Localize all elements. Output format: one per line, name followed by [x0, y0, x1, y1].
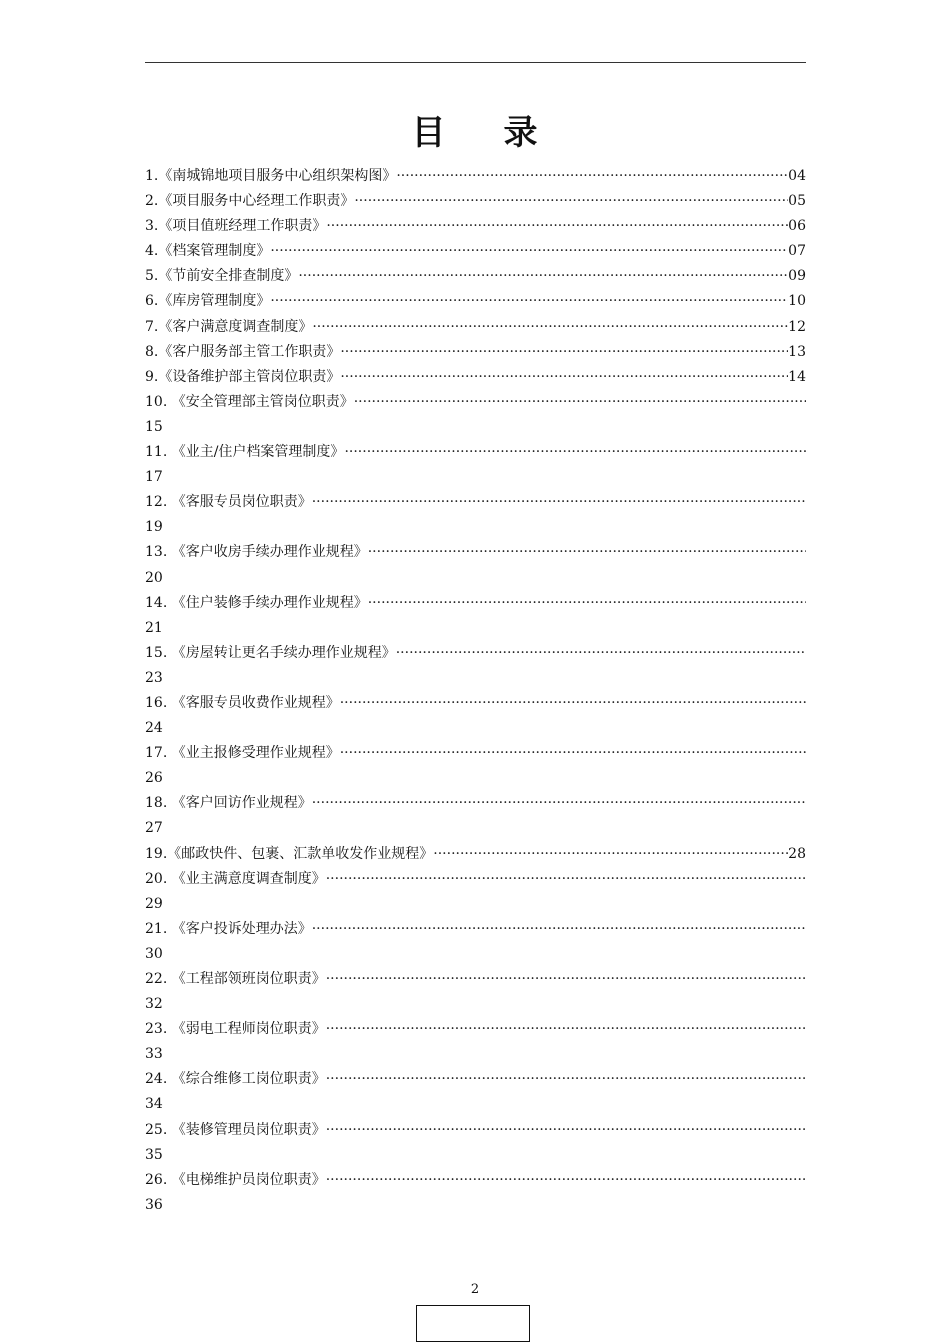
toc-entry-number: 21.	[145, 920, 172, 937]
toc-entry-number: 10.	[145, 393, 172, 410]
toc-entry-page: 17	[145, 469, 163, 486]
toc-entry-page: 29	[145, 895, 163, 912]
toc-entry-number: 9.	[145, 368, 159, 385]
dot-leader	[270, 239, 788, 264]
toc-entry-page: 34	[145, 1096, 163, 1113]
toc-entry-number: 5.	[145, 268, 159, 285]
toc-entry-title: 《综合维修工岗位职责》	[171, 1071, 326, 1088]
toc-entry-16[interactable]	[145, 691, 806, 741]
toc-entry-title: 《项目值班经理工作职责》	[158, 218, 327, 235]
toc-entry-page: 13	[788, 343, 806, 360]
toc-entry-17[interactable]	[145, 741, 806, 791]
toc-entry-page: 15	[145, 418, 163, 435]
toc-entry-page: 35	[145, 1146, 163, 1163]
toc-entry-title: 《客户收房手续办理作业规程》	[171, 544, 368, 561]
toc-entry-8[interactable]	[145, 340, 806, 365]
toc-entry-page: 07	[788, 243, 806, 260]
toc-entry-page: 23	[145, 669, 163, 686]
toc-entry-page: 20	[145, 569, 163, 586]
dot-leader	[368, 540, 806, 565]
toc-entry-title: 《电梯维护员岗位职责》	[171, 1171, 326, 1188]
dot-leader	[340, 340, 788, 365]
dot-leader	[326, 1118, 806, 1143]
toc-entry-page: 06	[788, 218, 806, 235]
toc-entry-number: 16.	[145, 694, 172, 711]
toc-entry-title: 《邮政快件、包裹、汇款单收发作业规程》	[167, 845, 434, 862]
dot-leader	[298, 264, 788, 289]
dot-leader	[354, 189, 788, 214]
toc-entry-14[interactable]	[145, 591, 806, 641]
dot-leader	[396, 164, 788, 189]
toc-entry-number: 8.	[145, 343, 159, 360]
toc-entry-number: 12.	[145, 494, 172, 511]
toc-entry-12[interactable]	[145, 490, 806, 540]
toc-entry-title: 《房屋转让更名手续办理作业规程》	[171, 644, 396, 661]
toc-entry-title: 《安全管理部主管岗位职责》	[171, 393, 354, 410]
toc-entry-23[interactable]	[145, 1017, 806, 1067]
title-char-2: 录	[503, 113, 540, 153]
dot-leader	[340, 741, 806, 766]
dot-leader	[354, 390, 806, 415]
toc-entry-number: 13.	[145, 544, 172, 561]
dot-leader	[368, 591, 806, 616]
page-number: 2	[470, 1282, 480, 1297]
toc-entry-title: 《客户回访作业规程》	[171, 795, 312, 812]
toc-entry-page: 32	[145, 996, 163, 1013]
dot-leader	[340, 365, 788, 390]
toc-entry-number: 2.	[145, 193, 159, 210]
toc-entry-number: 11.	[145, 444, 172, 461]
toc-entry-title: 《客服专员收费作业规程》	[171, 694, 340, 711]
dot-leader	[326, 1168, 806, 1193]
toc-entry-title: 《弱电工程师岗位职责》	[171, 1021, 326, 1038]
dot-leader	[312, 490, 806, 515]
dot-leader	[326, 967, 806, 992]
toc-entry-title: 《业主/住户档案管理制度》	[171, 444, 345, 461]
toc-entry-page: 05	[788, 193, 806, 210]
toc-entry-number: 1.	[145, 168, 159, 184]
toc-entry-number: 25.	[145, 1121, 172, 1138]
toc-entry-page: 19	[145, 519, 163, 536]
toc-entry-page: 12	[788, 318, 806, 335]
toc-entry-title: 《客户满意度调查制度》	[158, 318, 313, 335]
toc-entry-page: 30	[145, 945, 163, 962]
header-rule	[145, 62, 806, 63]
toc-entry-number: 15.	[145, 644, 172, 661]
dot-leader	[312, 315, 788, 340]
toc-entry-7[interactable]	[145, 315, 806, 340]
toc-entry-page: 26	[145, 770, 163, 787]
dot-leader	[312, 917, 806, 942]
page-title	[145, 110, 806, 156]
toc-entry-page: 27	[145, 820, 163, 837]
toc-entry-3[interactable]	[145, 214, 806, 239]
toc-entry-title: 《工程部领班岗位职责》	[171, 971, 326, 987]
dot-leader	[340, 691, 806, 716]
toc-entry-title: 《住户装修手续办理作业规程》	[171, 594, 368, 611]
toc-entry-13[interactable]	[145, 540, 806, 590]
dot-leader	[396, 641, 806, 666]
toc-entry-title: 《客户投诉处理办法》	[171, 920, 312, 937]
toc-entry-25[interactable]	[145, 1118, 806, 1168]
dot-leader	[326, 214, 788, 239]
dot-leader	[312, 791, 806, 816]
toc-entry-title: 《南城锦地项目服务中心组织架构图》	[158, 168, 397, 184]
toc-entry-page: 28	[788, 845, 806, 862]
toc-entry-1[interactable]	[145, 164, 806, 189]
toc-entry-number: 3.	[145, 218, 159, 235]
toc-entry-page: 36	[145, 1196, 163, 1213]
toc-entry-page: 33	[145, 1046, 163, 1063]
toc-entry-number: 22.	[145, 971, 172, 987]
toc-entry-page: 24	[145, 720, 163, 737]
dot-leader	[433, 842, 788, 867]
toc-entry-number: 23.	[145, 1021, 172, 1038]
dot-leader	[326, 1067, 806, 1092]
toc-entry-number: 14.	[145, 594, 172, 611]
toc-entry-number: 4.	[145, 243, 159, 260]
toc-entry-15[interactable]	[145, 641, 806, 691]
toc-entry-number: 26.	[145, 1171, 172, 1188]
toc-entry-11[interactable]	[145, 440, 806, 490]
toc-entry-title: 《节前安全排查制度》	[158, 268, 299, 285]
toc-entry-number: 18.	[145, 795, 172, 812]
toc-entry-21[interactable]	[145, 917, 806, 967]
toc-entry-title: 《档案管理制度》	[158, 243, 271, 260]
toc-entry-title: 《装修管理员岗位职责》	[171, 1121, 326, 1138]
toc-entry-number: 7.	[145, 318, 159, 335]
toc-entry-5[interactable]	[145, 264, 806, 289]
toc-entry-number: 19.	[145, 845, 168, 862]
toc-entry-19[interactable]	[145, 842, 806, 867]
toc-entry-title: 《业主报修受理作业规程》	[171, 745, 340, 762]
toc-entry-title: 《业主满意度调查制度》	[171, 870, 326, 887]
dot-leader	[326, 867, 806, 892]
toc-entry-number: 20.	[145, 870, 172, 887]
toc-entry-20[interactable]	[145, 867, 806, 917]
toc-entry-title: 《设备维护部主管岗位职责》	[158, 368, 341, 385]
toc-entry-page: 09	[788, 268, 806, 285]
title-char-1: 目	[411, 113, 448, 153]
toc-entry-title: 《客户服务部主管工作职责》	[158, 343, 341, 360]
toc-entry-10[interactable]	[145, 390, 806, 440]
toc-entry-page: 04	[788, 168, 806, 184]
toc-entry-number: 24.	[145, 1071, 172, 1088]
toc-entry-18[interactable]	[145, 791, 806, 841]
toc-entry-9[interactable]	[145, 365, 806, 390]
dot-leader	[326, 1017, 806, 1042]
toc-entry-26[interactable]	[145, 1168, 806, 1218]
toc-entry-24[interactable]	[145, 1067, 806, 1117]
toc-entry-2[interactable]	[145, 189, 806, 214]
dot-leader	[270, 289, 788, 314]
toc-entry-title: 《项目服务中心经理工作职责》	[158, 193, 355, 210]
footer-box	[416, 1305, 530, 1342]
toc-entry-title: 《库房管理制度》	[158, 293, 271, 310]
toc-entry-title: 《客服专员岗位职责》	[171, 494, 312, 511]
toc-entry-22[interactable]	[145, 967, 806, 1017]
toc-entry-number: 6.	[145, 293, 159, 310]
toc-entry-number: 17.	[145, 745, 172, 762]
dot-leader	[344, 440, 806, 465]
toc-entry-page: 14	[788, 368, 806, 385]
table-of-contents	[145, 164, 806, 1218]
toc-entry-page: 21	[145, 619, 163, 636]
toc-entry-page: 10	[788, 293, 806, 310]
toc-entry-6[interactable]	[145, 289, 806, 314]
toc-entry-4[interactable]	[145, 239, 806, 264]
